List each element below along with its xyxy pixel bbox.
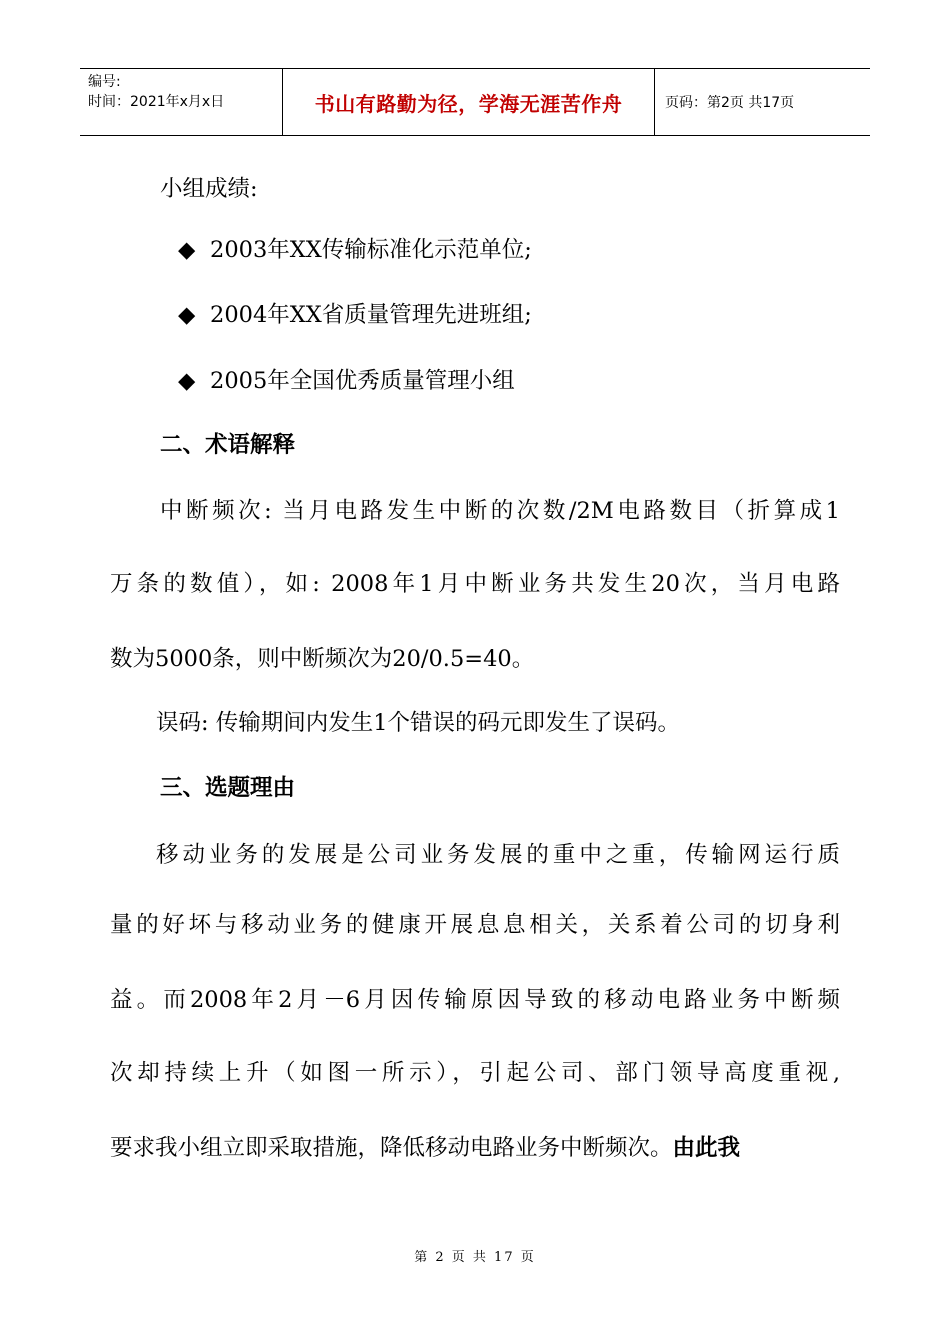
achievement-item [178, 300, 532, 330]
term1-line: 数为5000条，则中断频次为20/0.5=40。 [110, 646, 535, 672]
achievement-text: 2005年全国优秀质量管理小组 [210, 368, 515, 394]
time-label: 时间：2021年x月x日 [88, 94, 225, 110]
reason-line [110, 1133, 840, 1163]
reason-line: 次却持续上升（如图一所示），引起公司、部门领导高度重视, [110, 1060, 840, 1086]
header-slogan: 书山有路勤为径，学海无涯苦作舟 [282, 69, 655, 135]
reason-line: 移动业务的发展是公司业务发展的重中之重，传输网运行质 [156, 842, 840, 868]
diamond-bullet-icon: ◆ [178, 237, 196, 263]
achievement-item [178, 235, 532, 265]
page-header [80, 68, 870, 136]
achievement-item [178, 366, 515, 396]
header-meta [80, 69, 282, 135]
term2-text: 误码: 传输期间内发生1个错误的码元即发生了误码。 [156, 710, 681, 736]
group-results-label: 小组成绩: [160, 176, 258, 202]
section2-title: 二、术语解释 [160, 432, 296, 458]
reason-text: 要求我小组立即采取措施，降低移动电路业务中断频次。 [110, 1135, 673, 1161]
header-page-info: 页码：第2页 共17页 [665, 95, 795, 111]
diamond-bullet-icon: ◆ [178, 368, 196, 394]
diamond-bullet-icon: ◆ [178, 302, 196, 328]
page-footer: 第 2 页 共 17 页 [414, 1250, 536, 1265]
term1-line: 中断频次: 当月电路发生中断的次数/2M电路数目（折算成1 [160, 498, 840, 524]
achievement-text: 2003年XX传输标准化示范单位; [210, 237, 532, 263]
term1-line: 万条的数值），如: 2008年1月中断业务共发生20次，当月电路 [110, 571, 840, 597]
achievement-text: 2004年XX省质量管理先进班组; [210, 302, 532, 328]
reason-text-bold: 由此我 [672, 1135, 741, 1161]
reason-line: 量的好坏与移动业务的健康开展息息相关，关系着公司的切身利 [110, 912, 840, 938]
number-label: 编号: [88, 74, 121, 90]
reason-line: 益。而2008年2月－6月因传输原因导致的移动电路业务中断频 [110, 987, 840, 1013]
section3-title: 三、选题理由 [160, 775, 296, 801]
